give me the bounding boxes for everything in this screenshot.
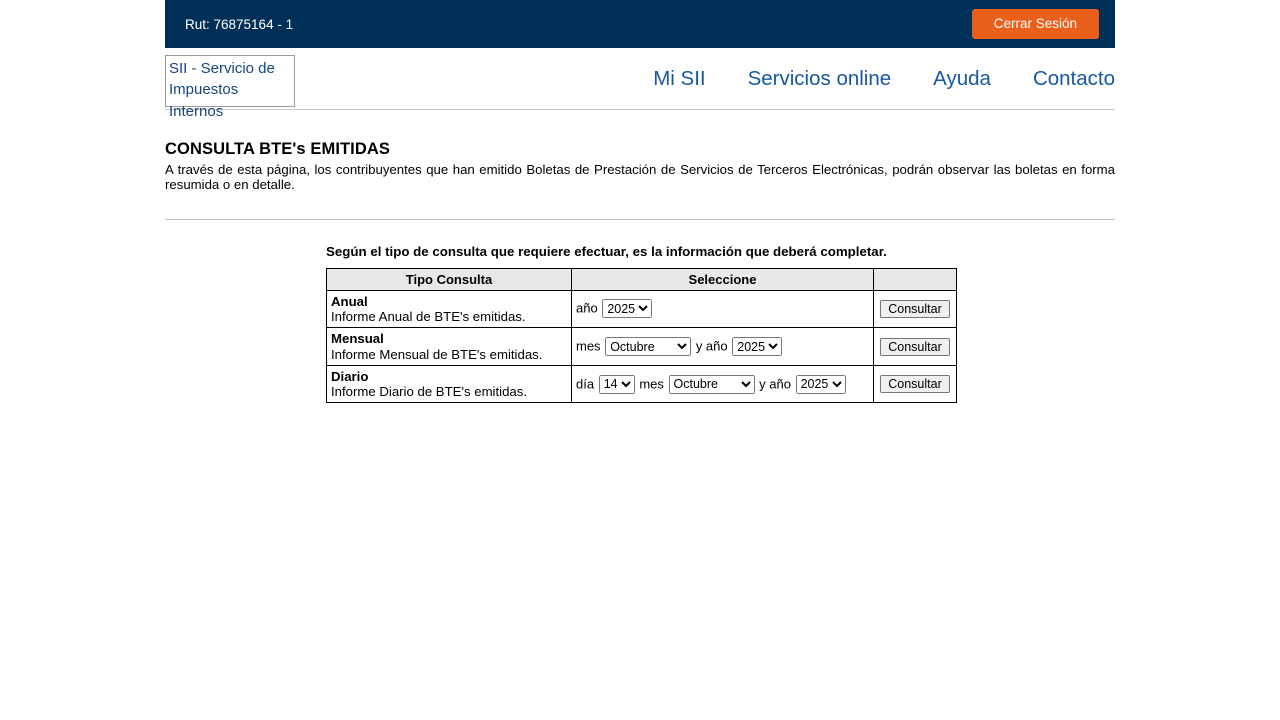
tipo-desc-anual: Informe Anual de BTE's emitidas. (331, 308, 526, 324)
label-mes-diario: mes (639, 376, 664, 392)
select-anio-mensual[interactable] (732, 337, 782, 356)
consultar-button-diario[interactable]: Consultar (880, 375, 950, 393)
table-row-anual (327, 290, 957, 328)
logout-button[interactable]: Cerrar Sesión (972, 9, 1099, 39)
nav-item-servicios-online[interactable]: Servicios online (747, 66, 892, 90)
cell-seleccione-diario (572, 365, 874, 403)
table-row-diario (327, 365, 957, 403)
cell-tipo-mensual (327, 328, 572, 366)
tipo-name-mensual: Mensual (331, 331, 384, 347)
query-type-table (326, 268, 957, 404)
content-frame (165, 0, 1115, 720)
label-anio-anual: año (576, 300, 598, 316)
sii-logo-alt-text: SII - Servicio de Impuestos Internos (169, 59, 275, 120)
page-title: CONSULTA BTE's EMITIDAS (165, 140, 391, 158)
tipo-name-anual: Anual (331, 293, 368, 309)
cell-action-mensual (874, 328, 957, 366)
select-mes-diario[interactable] (669, 375, 755, 394)
query-form-area (326, 244, 956, 404)
cell-action-anual (874, 290, 957, 328)
cell-action-diario (874, 365, 957, 403)
cell-tipo-anual (327, 290, 572, 328)
label-anio-diario: y año (759, 376, 791, 392)
main-navigation (653, 67, 1115, 91)
select-anio-anual[interactable] (602, 299, 652, 318)
site-header (165, 48, 1115, 120)
select-anio-diario[interactable] (796, 375, 846, 394)
label-mes-mensual: mes (576, 338, 601, 354)
intro-section (165, 110, 1115, 220)
top-session-bar (165, 0, 1115, 48)
nav-item-mi-sii[interactable]: Mi SII (653, 66, 706, 90)
cell-seleccione-mensual (572, 328, 874, 366)
rut-label: Rut: 76875164 - 1 (185, 16, 294, 32)
table-header-row (327, 268, 957, 290)
section-divider (165, 219, 1115, 220)
select-mes-mensual[interactable] (605, 337, 691, 356)
column-header-seleccione: Seleccione (572, 268, 874, 290)
consultar-button-anual[interactable]: Consultar (880, 300, 950, 318)
table-row-mensual (327, 328, 957, 366)
sii-logo[interactable] (165, 55, 295, 120)
form-lead-text: Según el tipo de consulta que requiere efectuar, es la información que deberá completar. (326, 243, 887, 259)
cell-seleccione-anual (572, 290, 874, 328)
tipo-desc-mensual: Informe Mensual de BTE's emitidas. (331, 346, 543, 362)
tipo-desc-diario: Informe Diario de BTE's emitidas. (331, 384, 528, 400)
label-dia-diario: día (576, 376, 595, 392)
label-anio-mensual: y año (695, 338, 728, 354)
nav-item-ayuda[interactable]: Ayuda (933, 66, 991, 90)
select-dia-diario[interactable] (599, 375, 635, 394)
nav-item-contacto[interactable]: Contacto (1032, 66, 1115, 90)
page-description: A través de esta página, los contribuyentes que han emitido Boletas de Prestación de Servicios de Terceros Electrónicas, podrán observar las boletas en forma resumida o en detalle. (165, 162, 1115, 193)
column-header-action (874, 268, 957, 290)
consultar-button-mensual[interactable]: Consultar (880, 338, 950, 356)
cell-tipo-diario (327, 365, 572, 403)
tipo-name-diario: Diario (331, 368, 369, 384)
column-header-tipo-consulta: Tipo Consulta (327, 268, 572, 290)
